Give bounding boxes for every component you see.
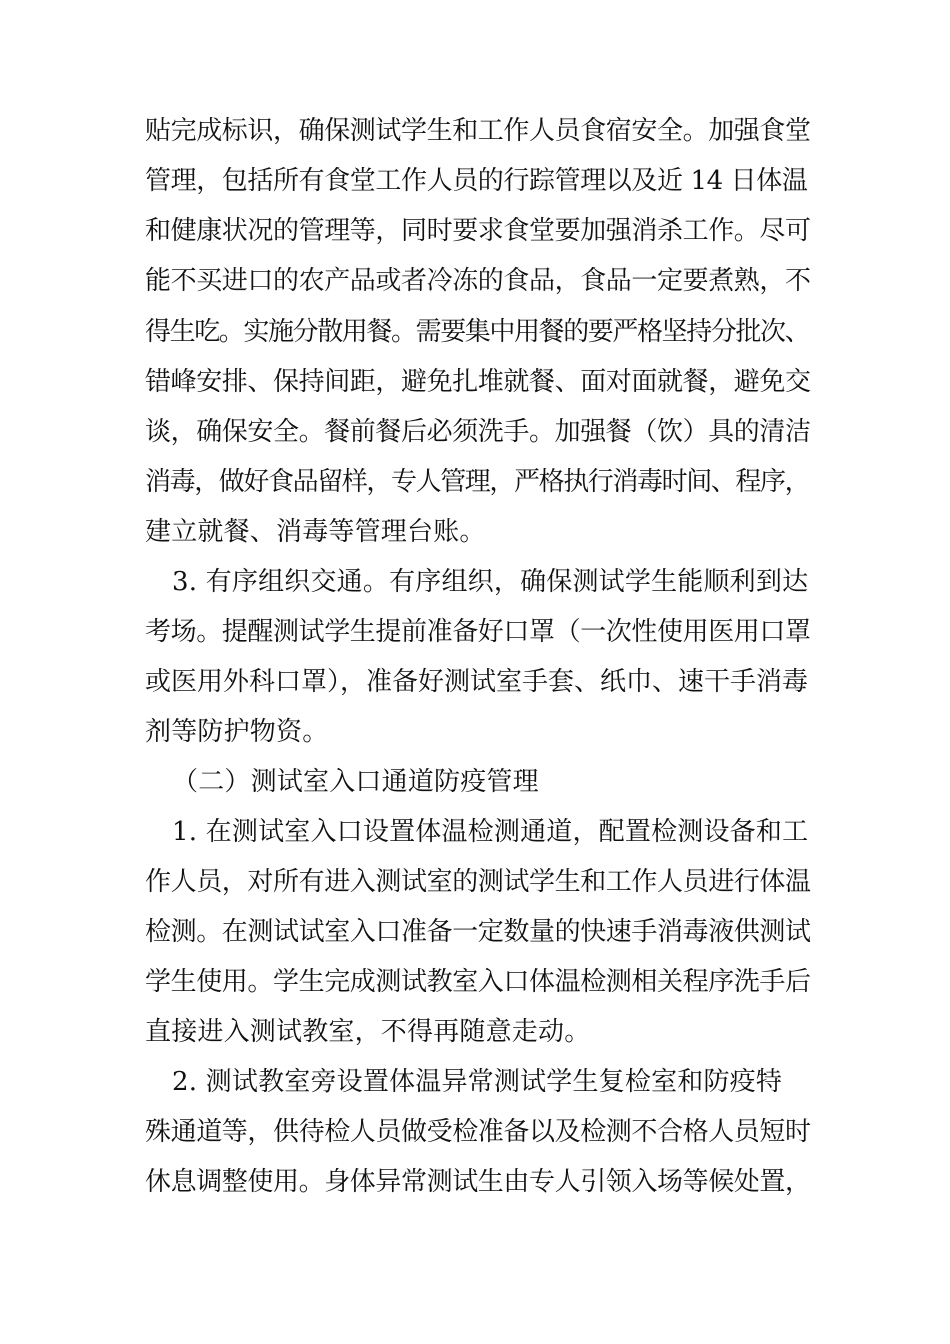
text-line: 殊通道等，供待检人员做受检准备以及检测不合格人员短时 [145,1117,811,1147]
paragraph-heading-2: 2. 测试教室旁设置体温异常测试学生复检室和防疫特 [172,1067,783,1097]
text-line: 或医用外科口罩），准备好测试室手套、纸巾、速干手消毒 [145,667,809,697]
text-line: 建立就餐、消毒等管理台账。 [145,517,486,547]
text-line: 考场。提醒测试学生提前准备好口罩（一次性使用医用口罩 [145,617,811,647]
text-line: 能不买进口的农产品或者冷冻的食品，食品一定要煮熟，不 [145,266,811,296]
text-line: 得生吃。实施分散用餐。需要集中用餐的要严格坚持分批次、 [145,317,810,347]
text-line: 检测。在测试试室入口准备一定数量的快速手消毒液供测试 [145,917,811,947]
text-line: 剂等防护物资。 [145,717,329,747]
text-line: 作人员，对所有进入测试室的测试学生和工作人员进行体温 [145,867,811,897]
text-line: 休息调整使用。身体异常测试生由专人引领入场等候处置， [145,1167,811,1197]
text-line: 贴完成标识，确保测试学生和工作人员食宿安全。加强食堂 [145,116,811,146]
text-line: 错峰安排、保持间距，避免扎堆就餐、面对面就餐，避免交 [145,367,811,397]
text-line: 直接进入测试教室，不得再随意走动。 [145,1017,591,1047]
text-line: 谈，确保安全。餐前餐后必须洗手。加强餐（饮）具的清洁 [145,417,811,447]
text-line: 和健康状况的管理等，同时要求食堂要加强消杀工作。尽可 [145,216,811,246]
paragraph-heading-3: 3. 有序组织交通。有序组织，确保测试学生能顺利到达 [172,567,809,597]
text-line: 管理，包括所有食堂工作人员的行踪管理以及近 14 日体温 [145,166,808,196]
text-line: 消毒，做好食品留样，专人管理，严格执行消毒时间、程序， [145,467,810,497]
paragraph-heading-1: 1. 在测试室入口设置体温检测通道，配置检测设备和工 [172,817,809,847]
text-line: 学生使用。学生完成测试教室入口体温检测相关程序洗手后 [145,967,811,997]
section-heading: （二）测试室入口通道防疫管理 [172,767,539,797]
